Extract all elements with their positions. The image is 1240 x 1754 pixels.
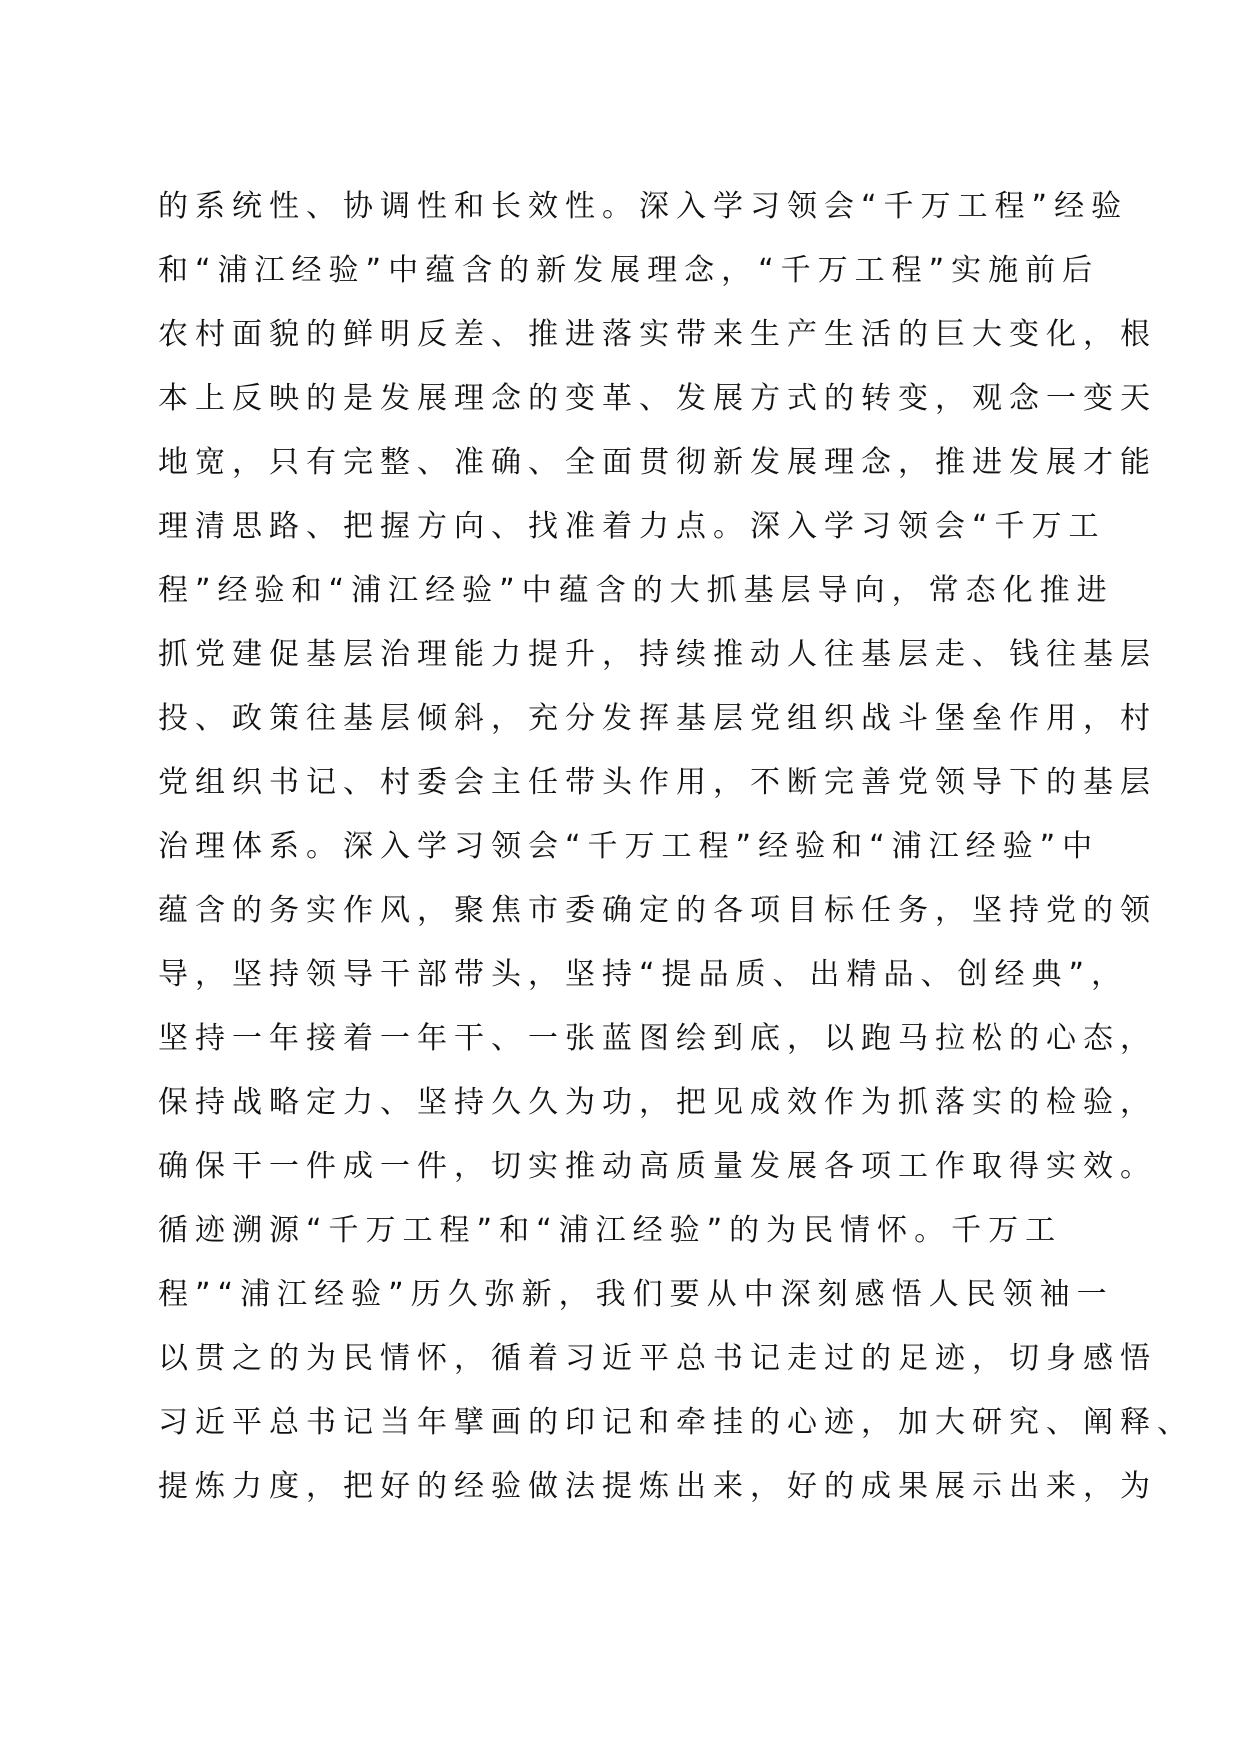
text-line: 保持战略定力、坚持久久为功，把见成效作为抓落实的检验， xyxy=(158,1085,1157,1120)
text-line: 的系统性、协调性和长效性。深入学习领会“千万工程”经验 xyxy=(158,189,1129,224)
text-line: 抓党建促基层治理能力提升，持续推动人往基层走、钱往基层 xyxy=(158,637,1157,672)
text-line: 以贯之的为民情怀，循着习近平总书记走过的足迹，切身感悟 xyxy=(158,1341,1157,1376)
text-line: 投、政策往基层倾斜，充分发挥基层党组织战斗堡垒作用，村 xyxy=(158,701,1157,736)
text-line: 农村面貌的鲜明反差、推进落实带来生产生活的巨大变化，根 xyxy=(158,317,1157,352)
body-text xyxy=(158,189,1194,1534)
text-line: 治理体系。深入学习领会“千万工程”经验和“浦江经验”中 xyxy=(158,829,1100,864)
text-line: 确保干一件成一件，切实推动高质量发展各项工作取得实效。 xyxy=(158,1149,1157,1184)
text-line: 理清思路、把握方向、找准着力点。深入学习领会“千万工 xyxy=(158,509,1106,544)
text-line: 程”经验和“浦江经验”中蕴含的大抓基层导向，常态化推进 xyxy=(158,573,1114,608)
text-line: 坚持一年接着一年干、一张蓝图绘到底，以跑马拉松的心态， xyxy=(158,1021,1157,1056)
text-line: 循迹溯源“千万工程”和“浦江经验”的为民情怀。千万工 xyxy=(158,1213,1063,1248)
text-line: 地宽，只有完整、准确、全面贯彻新发展理念，推进发展才能 xyxy=(158,445,1157,480)
text-line: 蕴含的务实作风，聚焦市委确定的各项目标任务，坚持党的领 xyxy=(158,893,1157,928)
text-line: 提炼力度，把好的经验做法提炼出来，好的成果展示出来，为 xyxy=(158,1469,1157,1504)
text-line: 本上反映的是发展理念的变革、发展方式的转变，观念一变天 xyxy=(158,381,1157,416)
text-line: 导，坚持领导干部带头，坚持“提品质、出精品、创经典”， xyxy=(158,957,1129,992)
text-line: 程”“浦江经验”历久弥新，我们要从中深刻感悟人民领袖一 xyxy=(158,1277,1114,1312)
text-line: 习近平总书记当年擘画的印记和牵挂的心迹，加大研究、阐释、 xyxy=(158,1405,1194,1440)
text-line: 党组织书记、村委会主任带头作用，不断完善党领导下的基层 xyxy=(158,765,1157,800)
text-line: 和“浦江经验”中蕴含的新发展理念，“千万工程”实施前后 xyxy=(158,253,1100,288)
